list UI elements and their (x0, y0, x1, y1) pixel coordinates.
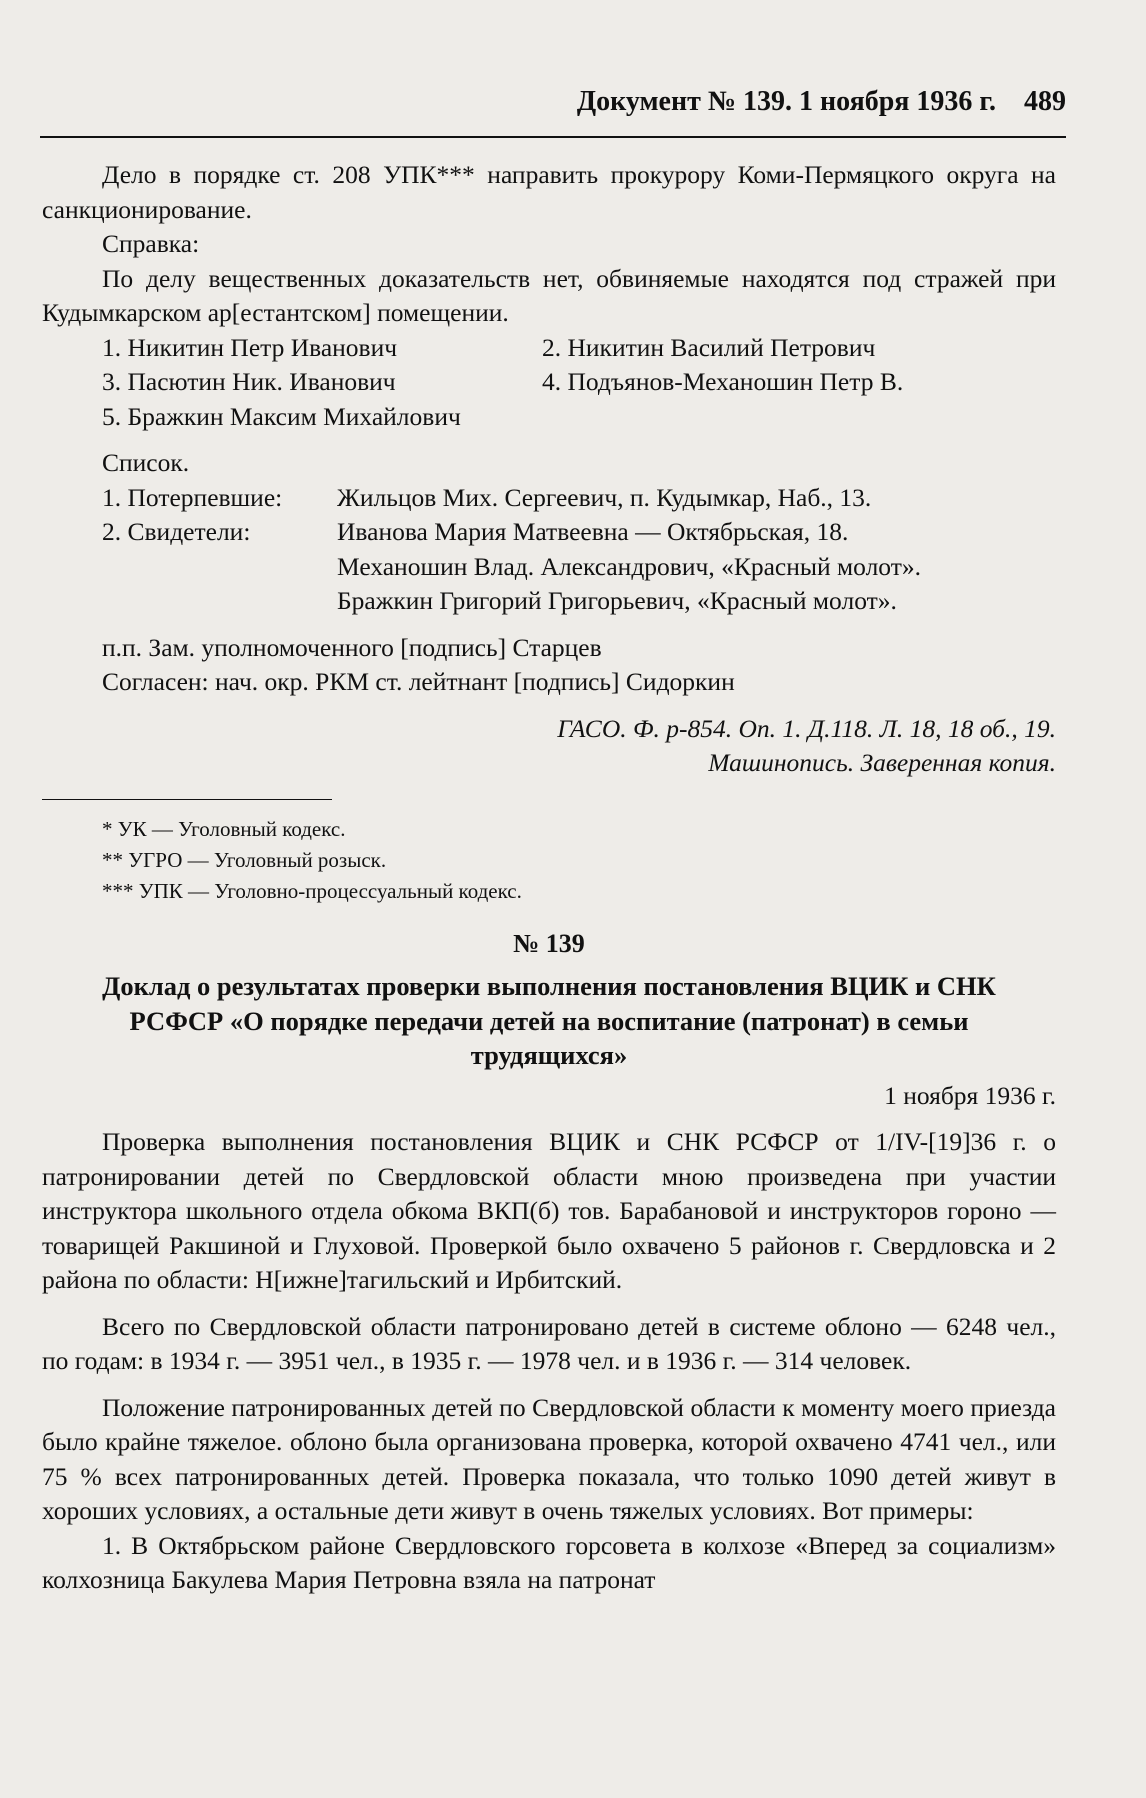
footnote: ** УГРО — Уголовный розыск. (102, 847, 387, 872)
page-content (42, 158, 1056, 1598)
list-row-value: Иванова Мария Матвеевна — Октябрьская, 18. (337, 517, 849, 546)
list-label: Список. (102, 448, 190, 477)
body-paragraph: Проверка выполнения постановления ВЦИК и СНК РСФСР от 1/IV-[19]36 г. о патронировании детей по Свердловской области мною произведена при участии инструктора школьного отдела обкома ВКП(б) тов. Барабановой и инструкторов гороно — товарищей Ракшиной и Глуховой. Проверкой было охвачено 5 районов г. Свердловска и 2 района по области: Н[ижне]тагильский и Ирбитский. (42, 1127, 1056, 1294)
accused-row (42, 331, 1056, 366)
list-row (42, 515, 1056, 550)
accused-name: 5. Бражкин Максим Михайлович (102, 401, 461, 431)
list-row-value: Жильцов Мих. Сергеевич, п. Кудымкар, Наб., 13. (337, 482, 872, 512)
footnote: *** УПК — Уголовно-процессуальный кодекс. (102, 878, 522, 903)
accused-name: 4. Подъянов-Механошин Петр В. (542, 367, 904, 396)
archive-source-type: Машинопись. Заверенная копия. (708, 748, 1056, 777)
list-row-value: Бражкин Григорий Григорьевич, «Красный молот». (337, 586, 897, 615)
footnotes (42, 814, 1056, 907)
agreed-line: Согласен: нач. окр. РКМ ст. лейтнант [подпись] Сидоркин (102, 667, 735, 696)
list-row-label: 2. Свидетели: (102, 517, 251, 546)
accused-row (42, 400, 1056, 435)
document-date: 1 ноября 1936 г. (884, 1080, 1056, 1110)
list-row-label (102, 584, 337, 619)
accused-name (542, 400, 1056, 435)
body-paragraph: Положение патронированных детей по Свердловской области к моменту моего приезда было крайне тяжелое. облоно была организована проверка, которой охвачено 4741 чел., или 75 % всех патронированных детей. Проверка показала, что только 1090 детей живут в хороших условиях, а остальные дети живут в очень тяжелых условиях. Вот примеры: (42, 1392, 1056, 1525)
header-rule (40, 136, 1066, 138)
prev-doc-paragraph: По делу вещественных доказательств нет, обвиняемые находятся под стражей при Кудымкарском ар[естантском] помещении. (42, 263, 1056, 327)
body-paragraph: Всего по Свердловской области патронировано детей в системе облоно — 6248 чел., по годам: в 1934 г. — 3951 чел., в 1935 г. — 1978 чел. и в 1936 г. — 314 человек. (42, 1311, 1056, 1375)
accused-name: 3. Пасютин Ник. Иванович (102, 367, 396, 396)
page-number: 489 (1024, 86, 1066, 117)
accused-name: 1. Никитин Петр Иванович (102, 332, 398, 362)
list-row (42, 584, 1056, 619)
archive-source: ГАСО. Ф. р-854. Оп. 1. Д.118. Л. 18, 18 об., 19. (557, 713, 1056, 743)
body-paragraph: 1. В Октябрьском районе Свердловского горсовета в колхозе «Вперед за социализм» колхозница Бакулева Мария Петровна взяла на патронат (42, 1530, 1056, 1594)
document-number: № 139 (513, 928, 585, 958)
list-row-value: Механошин Влад. Александрович, «Красный молот». (337, 551, 921, 581)
list-row-label (102, 550, 337, 585)
list-row (42, 481, 1056, 516)
footnote: * УК — Уголовный кодекс. (102, 816, 346, 841)
list-row-label: 1. Потерпевшие: (102, 482, 283, 512)
list-row (42, 550, 1056, 585)
accused-name: 2. Никитин Василий Петрович (542, 332, 876, 362)
spravka-label: Справка: (102, 229, 200, 258)
signature-line: п.п. Зам. уполномоченного [подпись] Старцев (102, 632, 602, 662)
accused-row (42, 365, 1056, 400)
footnote-rule (42, 799, 332, 800)
prev-doc-paragraph: Дело в порядке ст. 208 УПК*** направить прокурору Коми-Пермяцкого округа на санкционирование. (42, 160, 1056, 224)
document-title: Доклад о результатах проверки выполнения постановления ВЦИК и СНК РСФСР «О порядке передачи детей на воспитание (патронат) в семьи трудящихся» (102, 971, 996, 1070)
running-header-title: Документ № 139. 1 ноября 1936 г. (576, 86, 996, 117)
running-header (40, 86, 1066, 118)
